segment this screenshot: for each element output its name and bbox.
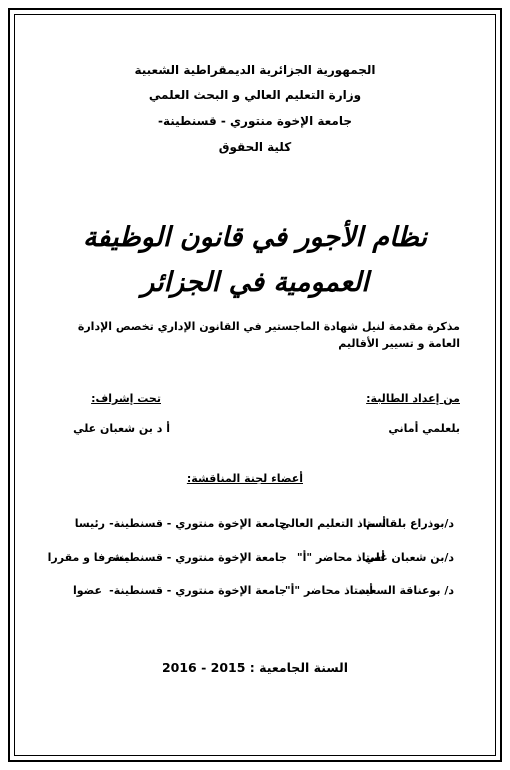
member-rank: أستاذ التعليم العالي [279, 517, 386, 530]
member-name: د/بوذراع بلقاسم [366, 517, 454, 530]
member-institution: جامعة الإخوة منتوري - قسنطينة- [109, 584, 287, 597]
faculty-line: كلية الحقوق [218, 140, 292, 154]
supervisor-label: تحت إشراف: [91, 392, 161, 405]
ministry-line: وزارة التعليم العالي و البحث العلمي [148, 88, 362, 102]
title-line-1: نظام الأجور في قانون الوظيفة [82, 222, 428, 253]
member-role: مشرفا و مقررا [47, 551, 130, 564]
supervisor-name: أ د بن شعبان علي [73, 422, 170, 435]
university-line: جامعة الإخوة منتوري - قسنطينة- [158, 114, 352, 128]
member-rank: أستاذ محاضر "أ" [284, 584, 373, 597]
republic-line: الجمهورية الجزائرية الديمقراطية الشعبية [134, 63, 376, 77]
member-name: د/بن شعبان علي [364, 551, 454, 564]
member-institution: جامعة الإخوة منتوري - قسنطينة- [109, 551, 287, 564]
title-line-2: العمومية في الجزائر [141, 267, 369, 298]
member-role: عضوا [72, 584, 102, 597]
member-institution: جامعة الإخوة منتوري - قسنطينة- [109, 517, 287, 530]
student-name: بلعلمي أماني [388, 422, 460, 435]
committee-label: أعضاء لجنة المناقشة: [186, 472, 303, 485]
member-name: د/ بوعناقة السعيد [359, 584, 454, 597]
thesis-subtitle: مذكرة مقدمة لنيل شهادة الماجستير في القانون الإداري تخصص الإدارة العامة و تسيير الأقاليم [77, 320, 460, 350]
member-rank: أستاذ محاضر "أ" [296, 551, 385, 564]
member-role: رئيسا [74, 517, 105, 530]
academic-year: السنة الجامعية : 2015 - 2016 [161, 660, 349, 675]
student-label: من إعداد الطالبة: [366, 392, 460, 405]
